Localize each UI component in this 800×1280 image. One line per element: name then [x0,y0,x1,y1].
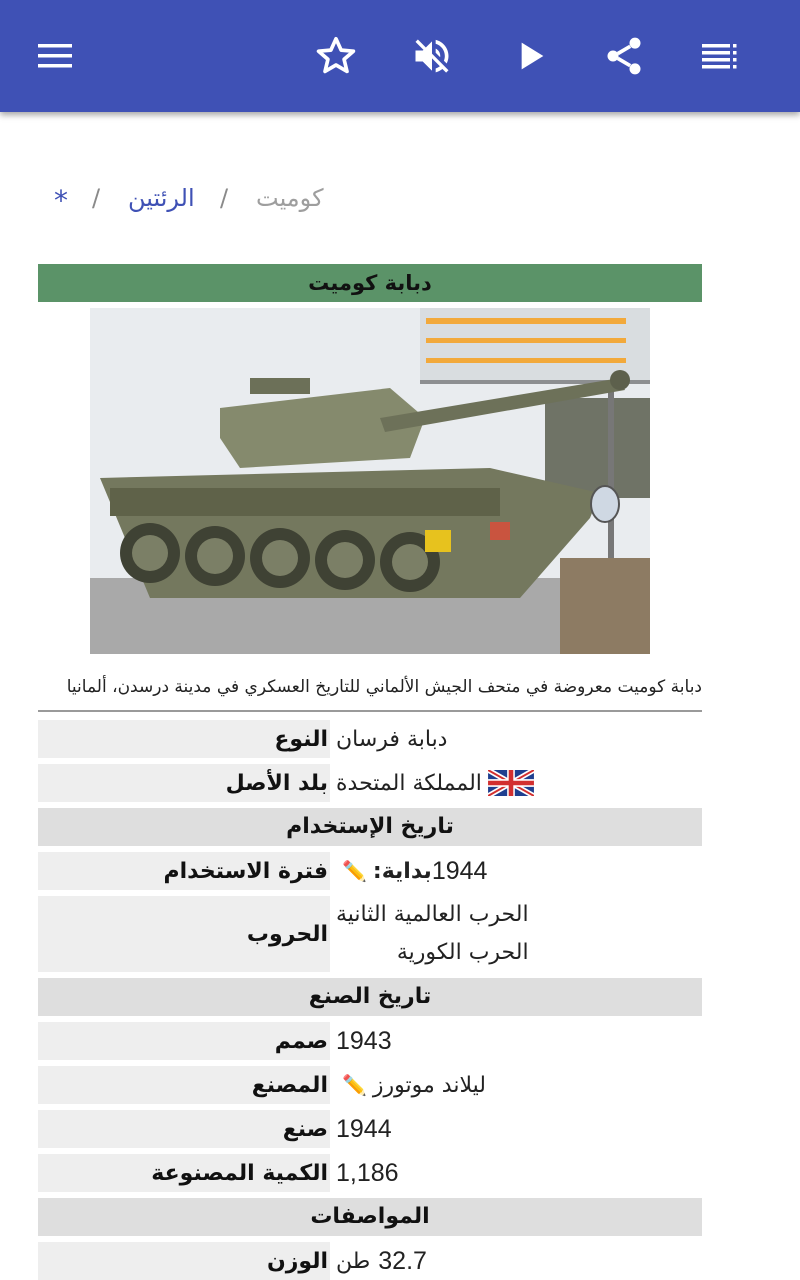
infobox-row-origin [38,764,702,802]
section-production-history: تاريخ الصنع [38,978,702,1016]
weight-unit: طن [336,1248,371,1274]
infobox-row-weight [38,1242,702,1280]
weight-value: 32.7 [378,1246,427,1275]
row-value [336,852,487,890]
row-value [336,1242,427,1280]
mute-button[interactable] [404,28,460,84]
row-label: فترة الاستخدام [38,852,330,890]
infobox-row-number-built [38,1154,702,1192]
infobox-row-produced [38,1110,702,1148]
row-label: المصنع [38,1066,330,1104]
infobox-row-designed [38,1022,702,1060]
row-value [336,1110,392,1148]
section-specifications: المواصفات [38,1198,702,1236]
infobox-row-type [38,720,702,758]
breadcrumb [0,180,800,224]
breadcrumb-parent-link[interactable]: الرئتين [128,184,195,212]
uk-flag-icon [488,770,534,796]
play-button[interactable] [502,28,558,84]
share-button[interactable] [596,28,652,84]
infobox-title: دبابة كوميت [38,264,702,302]
row-label: الوزن [38,1242,330,1280]
row-label: الكمية المصنوعة [38,1154,330,1192]
play-icon [510,36,550,76]
row-value [336,1022,392,1060]
infobox-row-manufacturer [38,1066,702,1104]
breadcrumb-separator: / [92,184,101,212]
manufacturer-link[interactable]: ليلاند موتورز [372,1072,486,1098]
origin-country-link[interactable]: المملكة المتحدة [336,770,482,796]
section-service-history: تاريخ الإستخدام [38,808,702,846]
row-value [336,1154,399,1192]
contents-button[interactable] [692,28,748,84]
war-link[interactable]: الحرب الكورية [396,940,529,965]
row-label: الحروب [38,896,330,972]
row-label: النوع [38,720,330,758]
edit-pencil-icon[interactable]: ✏️ [342,859,367,883]
edit-pencil-icon[interactable]: ✏️ [342,1073,367,1097]
designed-year: 1943 [336,1026,392,1055]
share-icon [602,34,646,78]
breadcrumb-separator: / [220,184,229,212]
menu-button[interactable] [28,28,84,84]
breadcrumb-home[interactable]: * [54,184,68,217]
star-icon [314,34,358,78]
favorite-button[interactable] [308,28,364,84]
volume-off-icon [410,34,454,78]
service-start-year: 1944 [431,856,488,885]
row-value [336,1066,486,1104]
row-value [336,764,534,802]
infobox-row-wars [38,896,702,972]
number-built-value: 1,186 [336,1158,399,1187]
row-value [336,896,529,972]
toc-icon [700,42,740,70]
row-label: صمم [38,1022,330,1060]
infobox-row-in-service [38,852,702,890]
image-caption: دبابة كوميت معروضة في متحف الجيش الألماني للتاريخ العسكري في مدينة درسدن، ألمانيا [66,677,702,697]
row-value[interactable]: دبابة فرسان [336,726,448,752]
war-link[interactable]: الحرب العالمية الثانية [336,902,529,927]
app-bar [0,0,800,112]
menu-icon [36,42,76,70]
service-start-label: بداية: [372,858,432,884]
row-label: بلد الأصل [38,764,330,802]
breadcrumb-current: كوميت [256,184,324,212]
row-label: صنع [38,1110,330,1148]
divider [38,710,702,712]
tank-image[interactable] [90,308,650,654]
produced-year: 1944 [336,1114,392,1143]
